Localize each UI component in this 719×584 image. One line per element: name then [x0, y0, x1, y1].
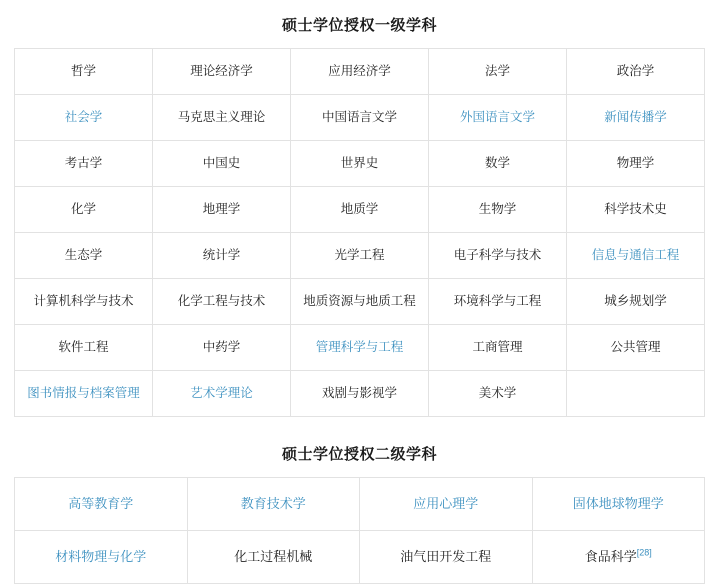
discipline-cell — [567, 233, 705, 279]
discipline-cell — [360, 531, 533, 584]
discipline-label: 数学 — [484, 155, 510, 170]
discipline-link[interactable]: 教育技术学 — [240, 495, 306, 511]
table-row — [15, 279, 705, 325]
table-row — [15, 141, 705, 187]
discipline-cell — [15, 478, 188, 531]
discipline-label: 工商管理 — [472, 339, 523, 354]
table-row — [15, 49, 705, 95]
discipline-label: 油气田开发工程 — [400, 548, 492, 564]
discipline-label: 环境科学与工程 — [453, 293, 542, 308]
discipline-cell — [429, 95, 567, 141]
discipline-cell — [567, 49, 705, 95]
discipline-label: 生态学 — [64, 247, 103, 262]
discipline-link[interactable]: 固体地球物理学 — [572, 495, 664, 511]
discipline-label: 地质资源与地质工程 — [303, 293, 416, 308]
discipline-label: 化学 — [70, 201, 96, 216]
discipline-cell — [532, 531, 705, 584]
discipline-cell — [429, 325, 567, 371]
primary-table-body — [15, 49, 705, 417]
discipline-label: 考古学 — [64, 155, 103, 170]
discipline-cell — [360, 478, 533, 531]
discipline-cell — [567, 279, 705, 325]
discipline-label: 哲学 — [70, 63, 96, 78]
discipline-cell — [567, 187, 705, 233]
discipline-link[interactable]: 应用心理学 — [413, 495, 479, 511]
discipline-label: 城乡规划学 — [604, 293, 667, 308]
discipline-cell — [291, 325, 429, 371]
discipline-label: 地质学 — [340, 201, 379, 216]
discipline-label: 政治学 — [616, 63, 655, 78]
discipline-cell — [429, 279, 567, 325]
discipline-cell — [15, 95, 153, 141]
discipline-label: 生物学 — [478, 201, 517, 216]
table-row — [15, 187, 705, 233]
discipline-link[interactable]: 外国语言文学 — [459, 109, 535, 124]
discipline-cell — [15, 187, 153, 233]
discipline-label: 马克思主义理论 — [177, 109, 266, 124]
discipline-label: 中药学 — [202, 339, 241, 354]
discipline-label: 美术学 — [478, 385, 517, 400]
table-row — [15, 371, 705, 417]
discipline-link[interactable]: 艺术学理论 — [190, 385, 253, 400]
discipline-cell — [153, 325, 291, 371]
discipline-label: 理论经济学 — [190, 63, 253, 78]
discipline-cell — [429, 141, 567, 187]
discipline-cell — [15, 325, 153, 371]
discipline-label: 世界史 — [340, 155, 379, 170]
discipline-cell — [15, 233, 153, 279]
discipline-label: 中国史 — [202, 155, 241, 170]
table-row — [15, 233, 705, 279]
discipline-cell-empty — [567, 371, 705, 417]
discipline-cell — [291, 279, 429, 325]
discipline-cell — [15, 141, 153, 187]
discipline-cell — [291, 187, 429, 233]
discipline-label: 公共管理 — [610, 339, 661, 354]
discipline-link[interactable]: 材料物理与化学 — [55, 548, 147, 564]
discipline-cell — [15, 49, 153, 95]
discipline-link[interactable]: 管理科学与工程 — [315, 339, 404, 354]
discipline-link[interactable]: 信息与通信工程 — [591, 247, 680, 262]
discipline-label: 物理学 — [616, 155, 655, 170]
discipline-cell — [291, 371, 429, 417]
discipline-cell — [291, 233, 429, 279]
discipline-label: 戏剧与影视学 — [321, 385, 397, 400]
master-second-level-disciplines-table — [14, 477, 705, 584]
discipline-label: 统计学 — [202, 247, 241, 262]
discipline-cell — [153, 371, 291, 417]
master-first-level-disciplines-table — [14, 48, 705, 417]
discipline-cell — [187, 531, 360, 584]
discipline-cell — [567, 325, 705, 371]
discipline-label: 应用经济学 — [328, 63, 391, 78]
discipline-cell — [153, 95, 291, 141]
discipline-label: 光学工程 — [334, 247, 385, 262]
discipline-link[interactable]: 图书情报与档案管理 — [27, 385, 140, 400]
discipline-cell — [15, 279, 153, 325]
discipline-cell — [187, 478, 360, 531]
discipline-link[interactable]: 新闻传播学 — [604, 109, 667, 124]
discipline-cell — [153, 187, 291, 233]
discipline-cell — [532, 478, 705, 531]
discipline-label: 电子科学与技术 — [453, 247, 542, 262]
discipline-cell — [15, 371, 153, 417]
discipline-cell — [153, 49, 291, 95]
discipline-cell — [429, 371, 567, 417]
page-title-primary: 硕士学位授权一级学科 — [281, 17, 437, 34]
discipline-label: 中国语言文学 — [321, 109, 397, 124]
page-title-secondary: 硕士学位授权二级学科 — [281, 446, 437, 463]
discipline-label: 科学技术史 — [604, 201, 667, 216]
discipline-cell — [291, 49, 429, 95]
document-body — [0, 14, 719, 584]
discipline-link[interactable]: 社会学 — [64, 109, 103, 124]
discipline-link[interactable]: 高等教育学 — [68, 495, 134, 511]
discipline-cell — [291, 95, 429, 141]
secondary-table-body — [15, 478, 705, 584]
discipline-label: 法学 — [484, 63, 510, 78]
discipline-cell — [153, 233, 291, 279]
table-row — [15, 531, 705, 584]
discipline-label: 地理学 — [202, 201, 241, 216]
discipline-label: 化学工程与技术 — [177, 293, 266, 308]
discipline-label: 软件工程 — [58, 339, 109, 354]
citation-reference[interactable]: [28] — [636, 547, 652, 558]
discipline-cell — [291, 141, 429, 187]
table-row — [15, 325, 705, 371]
table-row — [15, 95, 705, 141]
discipline-cell — [429, 233, 567, 279]
discipline-cell — [15, 531, 188, 584]
discipline-cell — [153, 141, 291, 187]
table-row — [15, 478, 705, 531]
discipline-cell — [153, 279, 291, 325]
section-spacer — [14, 417, 705, 429]
discipline-label: 计算机科学与技术 — [33, 293, 134, 308]
discipline-cell — [429, 187, 567, 233]
discipline-cell — [567, 95, 705, 141]
discipline-cell — [429, 49, 567, 95]
discipline-cell — [567, 141, 705, 187]
discipline-label: 食品科学 — [584, 548, 637, 564]
discipline-label: 化工过程机械 — [234, 548, 313, 564]
